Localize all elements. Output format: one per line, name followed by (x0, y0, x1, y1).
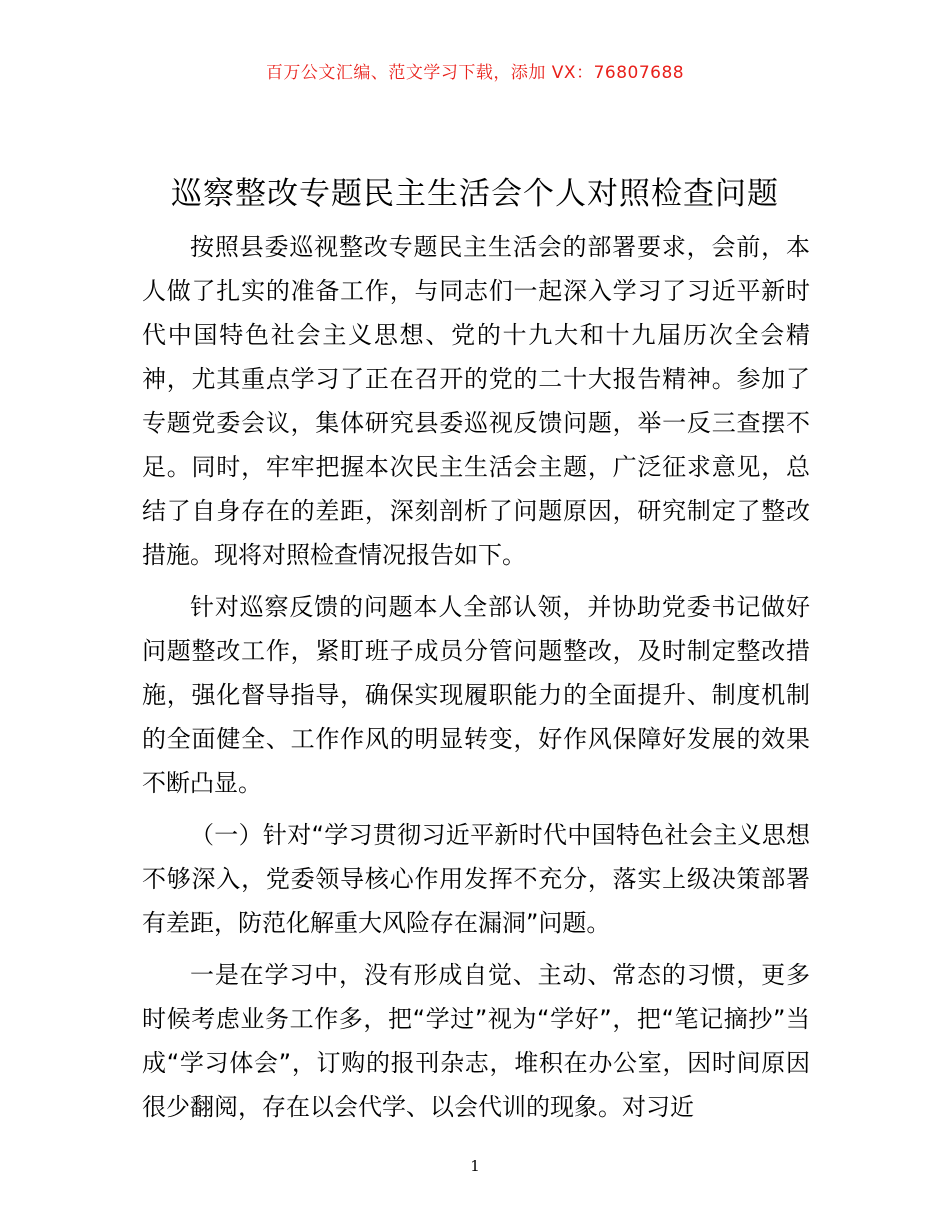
header-note: 百万公文汇编、范文学习下载，添加 VX：76807688 (265, 63, 685, 83)
paragraph-intro: 按照县委巡视整改专题民主生活会的部署要求，会前，本人做了扎实的准备工作，与同志们一起深入学习了习近平新时代中国特色社会主义思想、党的十九大和十九届历次全会精神，尤其重点学习了正在召开的党的二十大报告精神。参加了专题党委会议，集体研究县委巡视反馈问题，举一反三查摆不足。同时，牢牢把握本次民主生活会主题，广泛征求意见，总结了自身存在的差距，深刻剖析了问题原因，研究制定了整改措施。现将对照检查情况报告如下。 (142, 233, 810, 569)
page-title: 巡察整改专题民主生活会个人对照检查问题 (171, 176, 779, 212)
page-number: 1 (470, 1157, 480, 1175)
paragraph-section-one-heading: （一）针对“学习贯彻习近平新时代中国特色社会主义思想不够深入，党委领导核心作用发挥不充分，落实上级决策部署有差距，防范化解重大风险存在漏洞”问题。 (142, 821, 810, 937)
paragraph-rectification: 针对巡察反馈的问题本人全部认领，并协助党委书记做好问题整改工作，紧盯班子成员分管问题整改，及时制定整改措施，强化督导指导，确保实现履职能力的全面提升、制度机制的全面健全、工作作风的明显转变，好作风保障好发展的效果不断凸显。 (142, 593, 810, 797)
paragraph-point-one: 一是在学习中，没有形成自觉、主动、常态的习惯，更多时候考虑业务工作多，把“学过”视为“学好”，把“笔记摘抄”当成“学习体会”，订购的报刊杂志，堆积在办公室，因时间原因很少翻阅，存在以会代学、以会代训的现象。对习近 (142, 961, 810, 1121)
body-text (142, 225, 810, 1129)
